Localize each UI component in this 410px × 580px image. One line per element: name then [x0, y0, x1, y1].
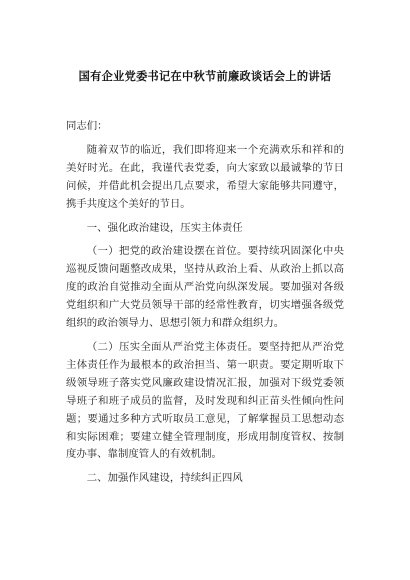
section-heading-1: 一、强化政治建设，压实主体责任	[86, 221, 243, 234]
section-heading-2: 二、加强作风建设，持续纠正四风	[86, 472, 243, 485]
subsection-paragraph-2: （二）压实全面从严治党主体责任。要坚持把从严治党主体责任作为最根本的政治担当、第一职责。要定期听取下级领导班子落实党风廉政建设情况汇报，加强对下级党委领导班子和班子成员的监督，及时发现和纠正苗头性倾向性问题；要通过多种方式听取员工意见，了解掌握员工思想动态和实际困难；要建立健全管理制度，形成用制度管权、按制度办事、靠制度管人的有效机制。	[66, 340, 344, 461]
salutation: 同志们：	[66, 120, 108, 132]
document-body	[66, 118, 344, 494]
intro-paragraph: 随着双节的临近，我们即将迎来一个充满欢乐和祥和的美好时光。在此，我谨代表党委，向大家致以最诚挚的节日问候，并借此机会提出几点要求，希望大家能够共同遵守，携手共度这个美好的节日。	[66, 143, 344, 210]
subsection-paragraph-1: （一）把党的政治建设摆在首位。要持续巩固深化中央巡视反馈问题整改成果，坚持从政治上看、从政治上抓以高度的政治自觉推动全面从严治党向纵深发展。要加强对各级党组织和广大党员领导干部的经常性教育，切实增强各级党组织的政治领导力、思想引领力和群众组织力。	[66, 245, 344, 330]
document-title: 国有企业党委书记在中秋节前廉政谈话会上的讲话	[78, 70, 332, 83]
